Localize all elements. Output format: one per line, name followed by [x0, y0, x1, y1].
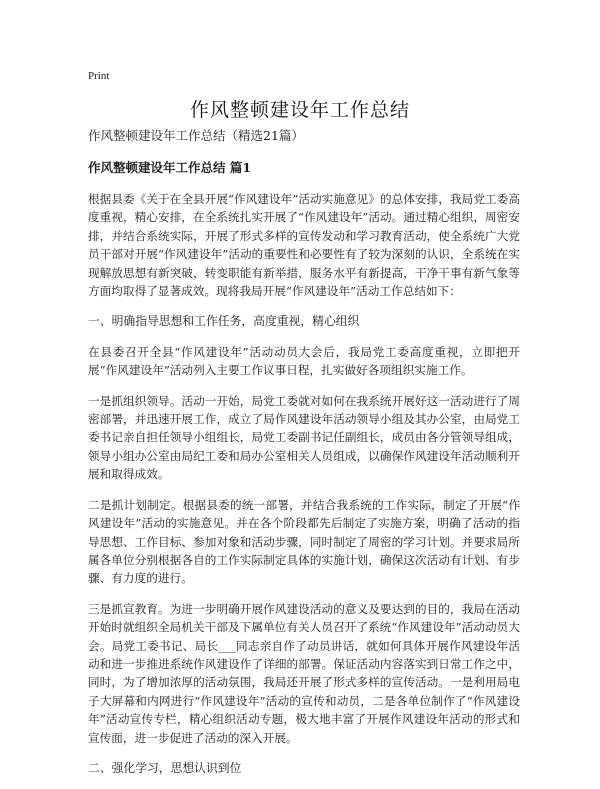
paragraph-organization: 一是抓组织领导。活动一开始，局党工委就对如何在我系统开展好这一活动进行了周密部署，并迅速开展工作，成立了局作风建设年活动领导小组及其办公室，由局党工委书记亲自担任领导小组组长，局党工委副书记任副组长，成员由各分管领导组成，领导小组办公室由局纪工委和局办公室相关人员组成，以确保作风建设年活动顺利开展和取得成效。: [88, 393, 520, 482]
document-body: [88, 126, 520, 789]
print-label: Print: [88, 70, 110, 82]
document-title: 作风整顿建设年工作总结: [189, 99, 410, 121]
paragraph-mobilization: 在县委召开全县“作风建设年”活动动员大会后，我局党工委高度重视，立即把开展“作风建设年”活动列入主要工作议事日程，扎实做好各项组织实施工作。: [88, 344, 520, 378]
section-title: 作风整顿建设年工作总结 篇1: [88, 160, 252, 175]
heading-two: 二、强化学习，思想认识到位: [88, 760, 242, 775]
intro-paragraph: 根据县委《关于在全县开展“作风建设年”活动实施意见》的总体安排，我局党工委高度重视，精心安排，在全系统扎实开展了“作风建设年”活动。通过精心组织，周密安排，并结合系统实际，开展了形式多样的宣传发动和学习教育活动，使全系统广大党员干部对开展“作风建设年”活动的重要性和必要性有了较为深刻的认识，全系统在实现解放思想有新突破，转变职能有新举措，服务水平有新提高，干净干事有新气象等方面均取得了显著成效。现将我局开展“作风建设年”活动工作总结如下：: [88, 192, 520, 299]
paragraph-education: 三是抓宣教育。为进一步明确开展作风建设活动的意义及要达到的目的，我局在活动开始时就组织全局机关干部及下属单位有关人员召开了系统“作风建设年”活动动员大会。局党工委书记、局长___同志亲自作了动员讲话，就如何具体开展作风建设年活动和进一步推进系统作风建设作了详细的部署。保证活动内容落实到日常工作之中，同时，为了增加浓厚的活动氛围，我局还开展了形式多样的宣传活动。一是利用局电子大屏幕和内网进行“作风建设年”活动的宣传和动员，二是各单位制作了“作风建设年”活动宣传专栏，精心组织活动专题，极大地丰富了开展作风建设年活动的形式和宣传面，进一步促进了活动的深入开展。: [88, 601, 520, 745]
paragraph-planning: 二是抓计划制定。根据县委的统一部署，并结合我系统的工作实际，制定了开展“作风建设年”活动的实施意见。并在各个阶段都先后制定了实施方案，明确了活动的指导思想、工作目标、参加对象和活动步骤，同时制定了周密的学习计划。并要求局所属各单位分别根据各自的工作实际制定具体的实施计划，确保这次活动有计划、有步骤、有力度的进行。: [88, 497, 520, 586]
document-subtitle: 作风整顿建设年工作总结（精选21篇）: [88, 128, 304, 143]
heading-one: 一、明确指导思想和工作任务，高度重视，精心组织: [88, 314, 360, 329]
